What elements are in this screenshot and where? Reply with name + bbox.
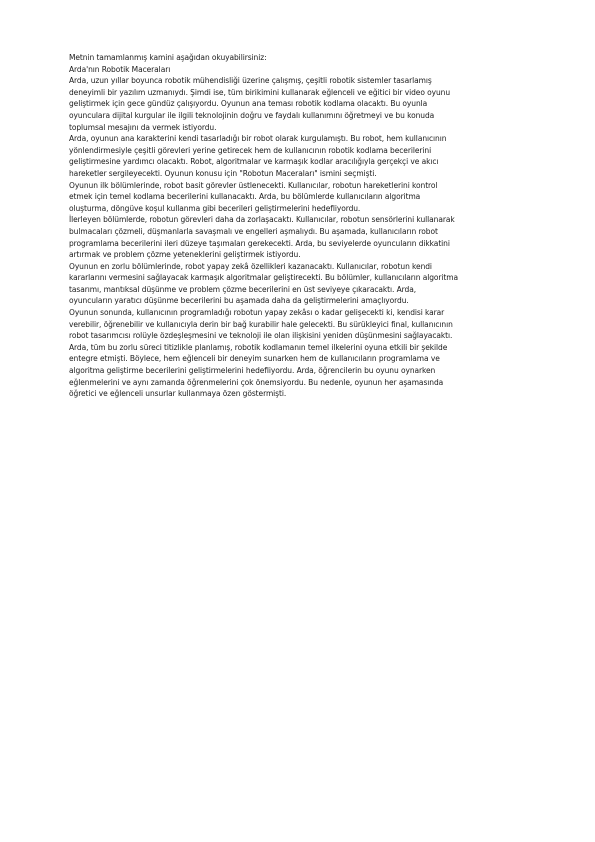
paragraph: Oyunun ilk bölümlerinde, robot basit görevler üstlenecekti. Kullanıcılar, robotun hareketlerini kontrol etmek için temel kodlama becerilerini kullanacaktı. Arda, bu bölümlerde kullanıcıların algoritma oluşturma, döngüve koşul kullanma gibi becerileri geliştirmelerini hedefliyordu. (69, 180, 438, 213)
intro-line: Metnin tamamlanmış kamini aşağıdan okuyabilirsiniz: (69, 53, 267, 62)
paragraph: Oyunun sonunda, kullanıcının programladığı robotun yapay zekâsı o kadar gelişecekti ki, kendisi karar verebilir, öğrenebilir ve kullanıcıyla derin bir bağ kurabilir hale gelecekti. Bu sürükleyici final, kullanıcının robot tasarımcısı rolüyle özdeşleşmesini ve teknoloji ile olan ilişkisini yeniden düşünmesini sağlayacaktı. (69, 308, 453, 341)
document-title: Arda'nın Robotik Maceraları (69, 64, 171, 74)
paragraph: İlerleyen bölümlerde, robotun görevleri daha da zorlaşacaktı. Kullanıcılar, robotun sensörlerini kullanarak bulmacaları çözmeli, düşmanlarla savaşmalı ve engelleri aşmalıydı. Bu aşamada, kullanıcıların robot programlama becerilerini ileri düzeye taşımaları gerekecekti. Arda, bu seviyelerde oyuncuların dikkatini artırmak ve problem çözme yeteneklerini geliştirmek istiyordu. (69, 215, 455, 260)
paragraph: Arda, tüm bu zorlu süreci titizlikle planlamış, robotik kodlamanın temel ilkelerini oyuna etkili bir şekilde entegre etmişti. Böylece, hem eğlenceli bir deneyim sunarken hem de kullanıcıların programlama ve algoritma geliştirme becerilerini geliştirmelerini hedefliyordu. Arda, öğrencilerin bu oyunu oynarken eğlenmelerini ve aynı zamanda öğrenmelerini çok önemsiyordu. Bu nedenle, oyunun her aşamasında öğretici ve eğlenceli unsurlar kullanmaya özen göstermişti. (69, 342, 448, 399)
paragraph: Oyunun en zorlu bölümlerinde, robot yapay zekâ özellikleri kazanacaktı. Kullanıcılar, robotun kendi kararlarını vermesini sağlayacak karmaşık algoritmalar geliştirecekti. Bu bölümler, kullanıcıların algoritma tasarımı, mantıksal düşünme ve problem çözme becerilerini en üst seviyeye çıkaracaktı. Arda, oyuncuların yaratıcı düşünme becerilerini bu aşamada daha da geliştirmelerini amaçlıyordu. (69, 261, 459, 306)
document-body (69, 52, 461, 400)
paragraph: Arda, oyunun ana karakterini kendi tasarladığı bir robot olarak kurgulamıştı. Bu robot, hem kullanıcının yönlendirmesiyle çeşitli görevleri yerine getirecek hem de kullanıcının robotik kodlama becerilerini geliştirmesine yardımcı olacaktı. Robot, algoritmalar ve karmaşık kodlar aracılığıyla gerçekçi ve akıcı hareketler sergileyecekti. Oyunun konusu için "Robotun Maceraları" ismini seçmişti. (69, 134, 447, 178)
paragraph: Arda, uzun yıllar boyunca robotik mühendisliği üzerine çalışmış, çeşitli robotik sistemler tasarlamış deneyimli bir yazılım uzmanıydı. Şimdi ise, tüm birikimini kullanarak eğlenceli ve eğitici bir video oyunu geliştirmek için gece gündüz çalışıyordu. Oyunun ana teması robotik kodlama olacaktı. Bu oyunla oyunculara dijital kurgular ile ilgili teknolojinin doğru ve faydalı kullanımını öğretmeyi ve bu konuda toplumsal mesajını da vermek istiyordu. (69, 76, 451, 132)
